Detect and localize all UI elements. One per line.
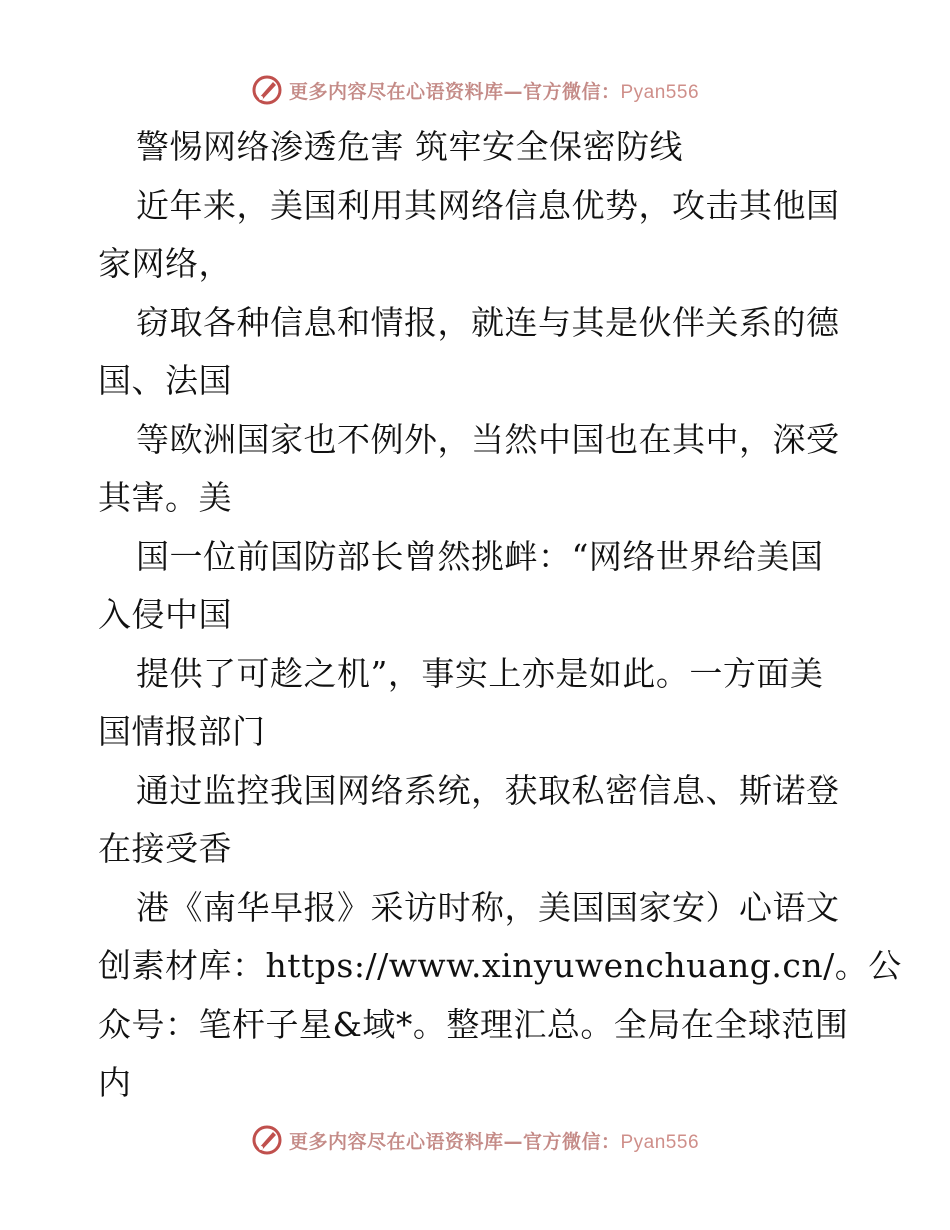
watermark-text: 更多内容尽在心语资料库—官方微信：Pyan556 [288,1130,700,1153]
text-line: 通过监控我国网络系统，获取私密信息、斯诺登 [136,770,840,810]
document-body [98,118,902,1113]
text-line: 家网络， [98,244,232,283]
text-line: 警惕网络渗透危害 筑牢安全保密防线 [136,127,683,166]
footer-watermark [0,1122,950,1158]
text-line: 其害。美 [98,478,232,517]
text-line: 国、法国 [98,361,232,400]
text-line: 提供了可趁之机”，事实上亦是如此。一方面美 [136,653,824,693]
text-line: 内 [98,1063,132,1102]
text-line: 在接受香 [98,829,232,868]
watermark-text: 更多内容尽在心语资料库—官方微信：Pyan556 [288,80,700,103]
text-line: 窃取各种信息和情报，就连与其是伙伴关系的德 [136,302,840,342]
text-line: 近年来，美国利用其网络信息优势，攻击其他国 [136,185,840,225]
text-line: 等欧洲国家也不例外，当然中国也在其中，深受 [136,419,840,459]
header-watermark [0,72,950,108]
text-line: 港《南华早报》采访时称，美国国家安）心语文 [136,887,840,927]
text-line: 众号：笔杆子星&域*。整理汇总。全局在全球范围 [98,1004,849,1044]
pen-logo-icon [251,74,283,106]
text-line: 国情报部门 [98,712,266,751]
text-line: 国一位前国防部长曾然挑衅：“网络世界给美国 [136,536,824,576]
text-line: 入侵中国 [98,595,232,634]
text-line: 创素材库：https://www.xinyuwenchuang.cn/。公 [98,946,902,985]
pen-logo-icon [251,1124,283,1156]
